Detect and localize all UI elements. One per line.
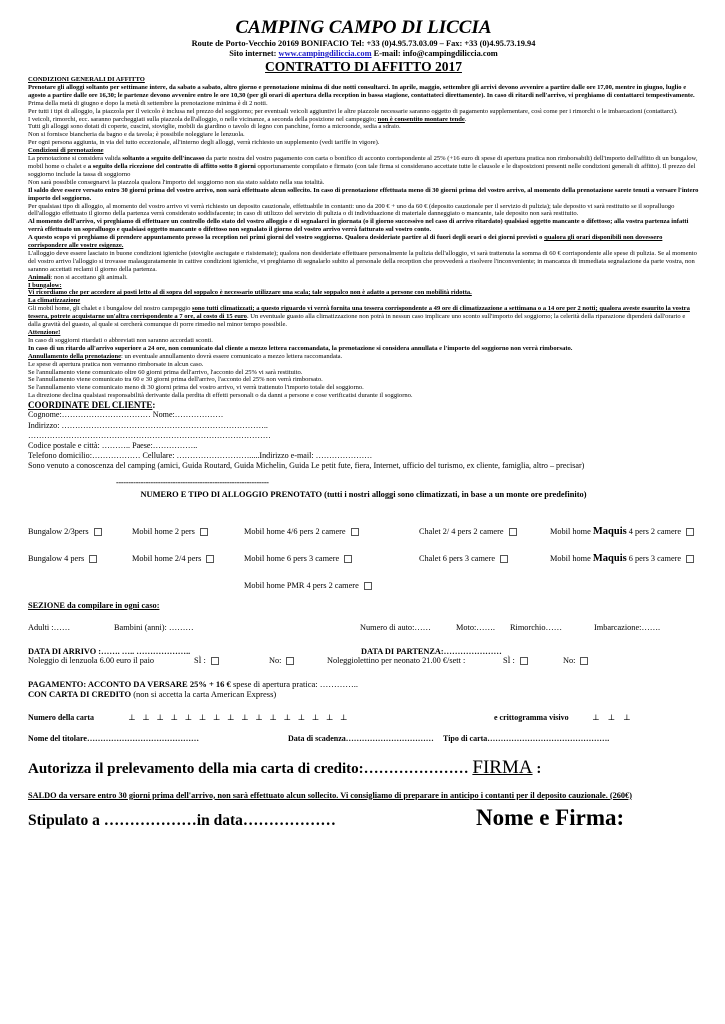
sheets-no[interactable] [269, 656, 327, 665]
accommodation-row [28, 518, 699, 545]
option-label: Mobil home [550, 526, 591, 536]
card-line [28, 713, 699, 722]
cond-p4-text: I veicoli, rimorchi, ecc. saranno parcheggiati sulla piazzola dell'alloggio, o nelle vicinanze, a seconda della posizione nel campeggio; [28, 115, 377, 123]
boat-field[interactable]: Imbarcazione:……. [594, 622, 661, 632]
holder-field[interactable]: Nome del titolare…………………………………… [28, 733, 199, 743]
firma-label: FIRMA [472, 756, 533, 778]
expiry-field[interactable]: Data di scadenza…………………………… [288, 733, 434, 743]
cond-p15: In caso di soggiorni ritardati o abbreviati non saranno accordati sconti. [28, 336, 213, 344]
cancel-c3: Se l'annullamento viene comunicato tra 60 e 30 giorni prima dell'arrivo, l'acconto del 25% non verrà rimborsato. [28, 376, 323, 384]
no-label: No: [269, 655, 282, 665]
card-type-field[interactable]: Tipo di carta………………………………………. [443, 733, 610, 743]
site-label: Sito internet: [229, 49, 277, 58]
sheets-yes[interactable] [194, 656, 269, 665]
cond-p2: Prima della metà di giugno e dopo la metà di settembre la prenotazione minima è di 2 notti. [28, 99, 268, 107]
header [28, 17, 699, 74]
website-link[interactable]: www.campingdiliccia.com [278, 49, 372, 58]
attention-heading: Attenzione! [28, 329, 61, 336]
checkbox-icon[interactable] [580, 657, 588, 665]
opt-mobil-2-4[interactable] [132, 554, 244, 563]
opt-mobil-4-6[interactable] [244, 527, 419, 536]
cars-field[interactable]: Numero di auto:…… [360, 622, 431, 632]
clim-b: sono tutti climatizzati; a questo riguardo vi verrà fornita una tessera corrispondente a 49 ore di climatizzazione a settimana o a 14 ore per 2 notti; qualora aveste esaurito la vostra tessera, potrete acquistarne un'altra corrispondente a 7 ore, al costo di 15 euro [28, 305, 690, 321]
opt-mobil-2[interactable] [132, 527, 244, 536]
cancel-c5: La direzione declina qualsiasi responsabilità derivante dalla perdita di effetti personali o da danni a persone e cose verificatisi durante il soggiorno. [28, 392, 413, 400]
cancel-c4: Se l'annullamento viene comunicato meno di 30 giorni prima del vostro arrivo, vi verrà trattenuto l'importo totale del soggiorno. [28, 384, 364, 392]
nome-firma-label: Nome e Firma: [476, 804, 625, 830]
option-label: Mobil home 2 pers [132, 526, 195, 536]
cond-p5: Tutti gli alloggi sono dotati di coperte, cuscini, stoviglie, mobili da giardino o tavolo di legno con panchine, forno a microonde, sedia a sdraio. [28, 123, 401, 131]
guests-line [28, 623, 699, 632]
cond-p8 [28, 155, 699, 179]
option-label: Mobil home [550, 553, 591, 563]
saldo-note: SALDO da versare entro 30 giorni prima dell'arrivo, non sarà effettuato alcun sollecito. Vi consigliamo di preparare in anticipo i contanti per il deposito cauzionale. (260€) [28, 790, 632, 800]
option-label: Mobil home 4/6 pers 2 camere [244, 526, 346, 536]
checkbox-icon[interactable] [211, 657, 219, 665]
option-label: Mobil home PMR 4 pers 2 camere [244, 580, 359, 590]
authorize-text: Autorizza il prelevamento della mia carta di credito:………………… [28, 760, 469, 777]
footer-line [28, 805, 699, 831]
holder-line [28, 734, 699, 743]
cot-label: Noleggiolettino per neonato 21.00 €/sett : [327, 655, 466, 665]
accommodation-grid [28, 518, 699, 599]
phone-field[interactable]: Telefono domicilio:……………… Cellulare: ……………………….....Indirizzo e-mail: ………………… [28, 451, 373, 461]
cond-p1: Prenotare gli alloggi soltanto per settimane intere, da sabato a sabato, altro giorno e prenotazione minima di due notti consultarci. In aprile, maggio, settembre gli arrivi devono avvenire a partire dalle ore 17,00, mentre in giugno, luglio e agosto a partire dalle ore 16,30; le partenze devono avvenire entro le ore 10,30 (per gli orari di apertura della reception in bassa stagione, contattateci direttamente). In caso di ritardi nell'arrivo, vi preghiamo di contattarci tempestivamente. [28, 83, 695, 99]
cancel-heading: Annullamento della prenotazione [28, 352, 121, 360]
opt-maquis-4[interactable] [550, 526, 694, 537]
card-number-label: Numero della carta [28, 712, 95, 722]
accommodation-heading: NUMERO E TIPO DI ALLOGGIO PRENOTATO (tutti i nostri alloggi sono climatizzati, in base a un monte ore predefinito) [140, 489, 587, 499]
animals-text: : non si accettano gli animali. [50, 273, 128, 281]
cond-p8a: La prenotazione si considera valida [28, 155, 121, 163]
cond-p13a: A questo scopo vi preghiamo di prendere appuntamento presso la reception nei primi giorni del vostro soggiorno. Qualora desideriate partire al di fuori degli orari o dei giorni previsti o [28, 234, 543, 242]
clim-c: . Un eventuale guasto alla climatizzazione non potrà in nessun caso implicare uno sconto sull'importo del soggiorno; la celerità della riparazione dipenderà dall'orario e dalla gravità del guasto, al quale si cercherà comunque di porre rimedio nel minor tempo possibile. [28, 313, 686, 329]
checkbox-icon[interactable] [500, 555, 508, 563]
stipulato-field[interactable]: Stipulato a ………………in data……………… [28, 811, 336, 829]
contact-line [28, 49, 699, 59]
section-heading: SEZIONE da compilare in ogni caso: [28, 600, 160, 610]
rental-line [28, 656, 699, 665]
clim-heading: La climatizzazione [28, 297, 81, 305]
payment-fees[interactable]: spese di apertura pratica: ………….. [232, 678, 359, 689]
checkbox-icon[interactable] [520, 657, 528, 665]
cond-p8d: a seguito della ricezione del contratto di affitto sotto 8 giorni [87, 162, 256, 170]
checkbox-icon[interactable] [686, 528, 694, 536]
cond-p8c: da parte nostra del vostro pagamento con carta o bonifico di acconto corrispondente al 25% (+16 euro di spese di apertura pratica non rimborsabili) dell'importo dell'affitto di un bungalow, mobil home o chalet e [28, 155, 698, 170]
amex-note: (non si accetta la carta American Express) [133, 688, 277, 699]
accommodation-row [28, 545, 699, 572]
cond-p8b: soltanto a seguito dell'incasso [122, 155, 205, 163]
children-field[interactable]: Bambini (anni): ……… [114, 622, 194, 632]
client-heading: COORDINATE DEL CLIENTE: [28, 400, 156, 411]
adults-field[interactable]: Adulti :…… [28, 622, 71, 632]
clim-text [28, 305, 699, 329]
cond-p11: Per qualsiasi tipo di alloggio, al momento del vostro arrivo vi verrà richiesto un deposito cauzionale, effettuabile in contanti: uno da 200 € + uno da 60 € (deposito cauzionale per il servizio di pulizia); tale deposito vi sarà restituito se il sopralluogo dell'alloggio effettuato il giorno della partenza verrà considerato soddisfacente; in caso di utilizzo del servizio di pulizia o di individuazione di materiale danneggiato o mancante, tale deposito non sarà restituito. [28, 202, 675, 218]
checkbox-icon[interactable] [89, 555, 97, 563]
cond-p13b: qualora gli orari disponibili non dovessero corrispondere alle vostre esigenze. [28, 234, 663, 250]
opt-mobil-6[interactable] [244, 554, 419, 563]
cvv-label: e crittogramma visivo [494, 712, 569, 722]
address-line: Route de Porto-Vecchio 20169 BONIFACIO Tel: +33 (0)4.95.73.03.09 – Fax: +33 (0)4.95.73.19.94 [191, 39, 536, 48]
departure-field[interactable]: DATA DI PARTENZA:………………… [361, 646, 502, 656]
cond-p14: L'alloggio deve essere lasciato in buone condizioni igieniche (stoviglie asciugate e risistemate); qualora non desideriate effettuare personalmente la pulizia dell'alloggio, vi sarà trattenuta la somma di 60 € corrispondente alle spese di pulizia. Se al momento del vostro arrivo l'alloggio si trovasse malauguratamente in cattive condizioni igieniche, vi preghiamo di segnalarlo subito al personale della reception che provvederà a risolvere l'inconveniente; in mancanza di immediata segnalazione da parte vostra, non saranno accettati reclami il giorno della partenza. [28, 249, 697, 273]
checkbox-icon[interactable] [364, 582, 372, 590]
payment-deposit: PAGAMENTO: ACCONTO DA VERSARE 25% + 16 € [28, 678, 231, 689]
cond-p3: Per tutti i tipi di alloggio, la piazzola per il veicolo è inclusa nel prezzo del soggiorno; per eventuali veicoli aggiuntivi le altre piazzole necessarie saranno oggetto di pagamento supplementare, così come per i rimorchi o le imbarcazioni (contattarci). [28, 107, 678, 115]
checkbox-icon[interactable] [206, 555, 214, 563]
maquis-word: Maquis [592, 552, 627, 564]
bungalow-text: Vi ricordiamo che per accedere ai posti letto al di sopra del soppalco è necessario utilizzare una scala; tale soppalco non è adatto a persone con mobilità ridotta. [28, 289, 472, 297]
option-label: Mobil home 6 pers 3 camere [244, 553, 340, 563]
moto-field[interactable]: Moto:……. [456, 622, 495, 632]
option-label: 6 pers 3 camere [628, 553, 682, 563]
checkbox-icon[interactable] [344, 555, 352, 563]
client-block [28, 400, 699, 471]
cond-p6: Non si fornisce biancheria da bagno e da tavola; è possibile noleggiare le lenzuola. [28, 131, 245, 139]
cond-p13 [28, 234, 699, 250]
opt-chalet-6[interactable] [419, 554, 550, 563]
cancel-c2: Se l'annullamento viene comunicato oltre 60 giorni prima dell'arrivo, l'acconto del 25% vi sarà restituito. [28, 368, 303, 376]
divider-line: -------------------------------------------------------------- [116, 477, 269, 487]
conditions-block [28, 76, 699, 400]
address-field[interactable]: Indirizzo: ………………………………………………………………….. [28, 420, 268, 430]
opt-bungalow-4[interactable] [28, 554, 132, 563]
cancel-line [28, 353, 699, 361]
payment-block [28, 679, 699, 699]
booking-heading: Condizioni di prenotazione [28, 147, 104, 155]
arrival-field[interactable]: DATA DI ARRIVO :……. ….. ……………….. [28, 646, 191, 656]
yes-label: SÌ : [503, 655, 515, 665]
source-field[interactable]: Sono venuto a conoscenza del camping (amici, Guida Routard, Guida Michelin, Guida Le petit fute, fiera, Internet, ufficio del turismo, ex cliente, famiglia, altro – precisar) [28, 461, 585, 471]
option-label: Bungalow 2/3pers [28, 526, 89, 536]
payment-line-2 [28, 689, 699, 699]
address2-field[interactable]: ……………………………………………………………………………… [28, 430, 271, 440]
cond-p4: I veicoli, rimorchi, ecc. saranno parcheggiati sulla piazzola dell'alloggio, o nelle vicinanze, a seconda della posizione nel campeggio; non è consentito montare tende. [28, 115, 467, 123]
client-heading-text: COORDINATE DEL CLIENTE [28, 400, 153, 411]
checkbox-icon[interactable] [686, 555, 694, 563]
cond-p4-tents: non è consentito montare tende [377, 115, 465, 123]
bungalow-heading: I bungalow: [28, 281, 62, 289]
cond-p8e: opportunamente compilato e firmato (con tale firma si considerano accettate tutte le clausole e le disposizioni presenti nelle condizioni generali di affitto). Il prezzo del soggiorno include la tassa di soggiorno [28, 162, 696, 178]
camping-title: CAMPING CAMPO DI LICCIA [235, 17, 492, 38]
sheets-label: Noleggio di lenzuola 6.00 euro il paio [28, 655, 155, 665]
cond-p7: Per ogni persona aggiunta, in via del tutto eccezionale, all'interno degli alloggi, verrà richiesto un supplemento (vedi tariffe in vigore). [28, 139, 380, 147]
opt-bungalow-2-3[interactable] [28, 527, 132, 536]
checkbox-icon[interactable] [351, 528, 359, 536]
firma-colon: : [536, 760, 542, 777]
cot-no[interactable] [563, 656, 588, 665]
postcode-field[interactable]: Codice postale e città: ……….. Paese:…………….. [28, 440, 198, 450]
email-line: E-mail: info@campingdiliccia.com [373, 49, 498, 58]
contract-title: CONTRATTO DI AFFITTO 2017 [265, 59, 462, 74]
maquis-word: Maquis [592, 525, 627, 537]
surname-field[interactable]: Cognome:…………………………… Nome:……………… [28, 410, 224, 420]
card-number-field[interactable]: ⊥⊥⊥⊥⊥⊥⊥⊥⊥⊥⊥⊥⊥⊥⊥⊥ [128, 712, 354, 722]
opt-maquis-6[interactable] [550, 553, 694, 564]
cond-p16: In caso di un ritardo all'arrivo superiore a 24 ore, non comunicato dal cliente a mezzo lettera raccomandata, la prenotazione si considera annullata e l'importo del soggiorno non verrà rimborsato. [28, 344, 573, 352]
cond-p9: Non sarà possibile consegnarvi la piazzola qualora l'importo del soggiorno non sia stato saldato nella sua totalità. [28, 178, 325, 186]
opt-mobil-pmr[interactable] [28, 581, 372, 590]
cond-p10: Il saldo deve essere versato entro 30 giorni prima del vostro arrivo, non sarà effettuato alcun sollecito. In caso di prenotazione effettuata meno di 30 giorni prima del vostro arrivo, al momento della prenotazione sarete tenuti a versare l'intero importo del soggiorno. [28, 186, 699, 202]
authorize-line [28, 757, 699, 779]
cond-p12: Al momento dell'arrivo, vi preghiamo di effettuare un controllo dello stato del vostro alloggio e di segnalarci in giornata (o il giorno successivo nel caso di arrivo ritardato) qualsiasi oggetto mancante o difettoso; alla vostra partenza infatti verrà effettuato un sopralluogo e qualsiasi oggetto mancante o difettoso non segnalato il giorno del vostro arrivo verrà fatturato sul vostro conto. [28, 218, 689, 234]
option-label: 4 pers 2 camere [628, 526, 682, 536]
conditions-heading: CONDIZIONI GENERALI DI AFFITTO [28, 76, 145, 83]
cvv-field[interactable]: ⊥⊥⊥ [592, 712, 639, 722]
checkbox-icon[interactable] [94, 528, 102, 536]
animals-line [28, 274, 699, 282]
checkbox-icon[interactable] [200, 528, 208, 536]
option-label: Chalet 6 pers 3 camere [419, 553, 496, 563]
accommodation-row [28, 572, 699, 599]
animals-label: Animali [28, 273, 51, 281]
trailer-field[interactable]: Rimorchio…… [510, 622, 563, 632]
credit-card-label: CON CARTA DI CREDITO [28, 688, 132, 699]
option-label: Chalet 2/ 4 pers 2 camere [419, 526, 504, 536]
option-label: Mobil home 2/4 pers [132, 553, 202, 563]
yes-label: SÌ : [194, 655, 206, 665]
option-label: Bungalow 4 pers [28, 553, 85, 563]
clim-a: Gli mobil home, gli chalet e i bungalow del nostro campeggio [28, 305, 191, 313]
checkbox-icon[interactable] [509, 528, 517, 536]
payment-line-1 [28, 679, 699, 689]
dates-line [28, 647, 699, 656]
cancel-text: : un eventuale annullamento dovrà essere comunicato a mezzo lettera raccomandata. [121, 352, 343, 360]
opt-chalet-2-4[interactable] [419, 527, 550, 536]
cancel-c1: Le spese di apertura pratica non verranno rimborsate in alcun caso. [28, 360, 204, 368]
no-label: No: [563, 655, 576, 665]
cot-yes[interactable] [503, 656, 563, 665]
checkbox-icon[interactable] [286, 657, 294, 665]
